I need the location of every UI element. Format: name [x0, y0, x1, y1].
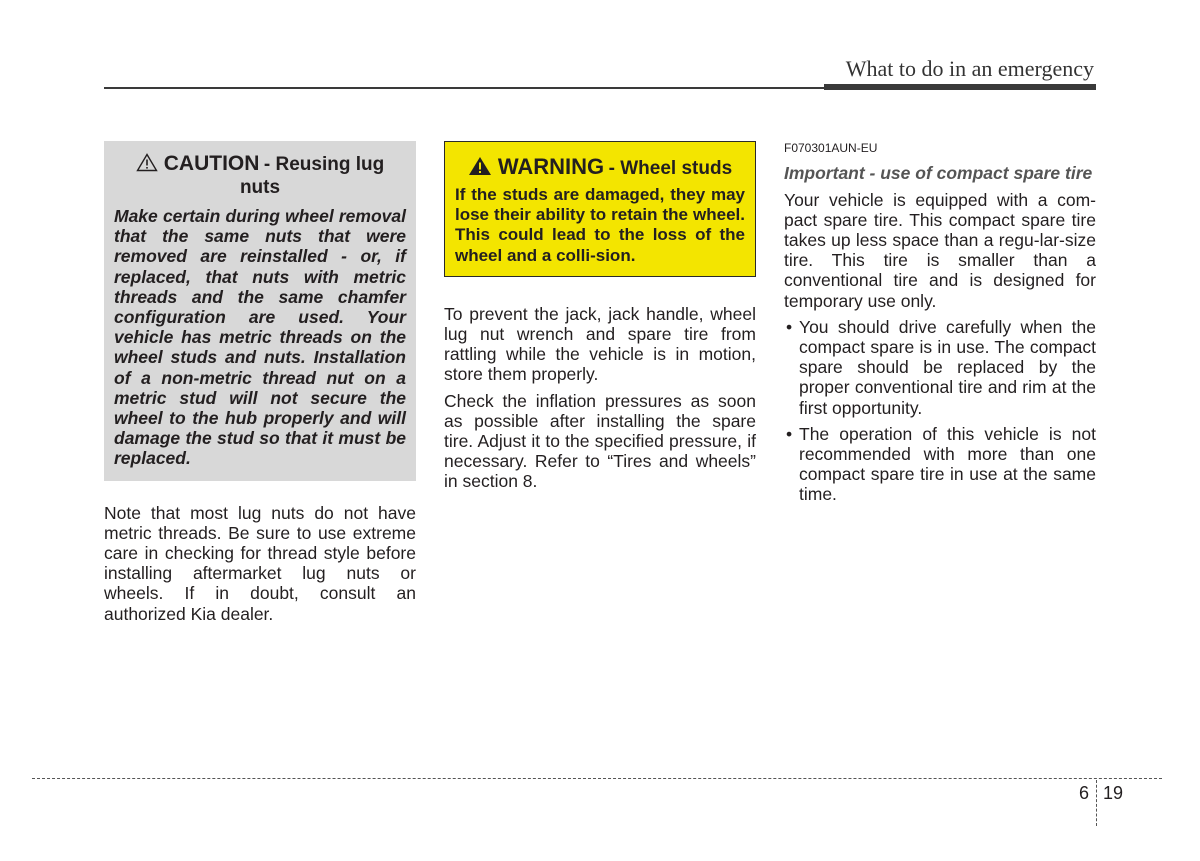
caution-heading [114, 153, 406, 200]
warning-body: If the studs are damaged, they may lose their ability to retain the wheel. This could lead to the loss of the wheel and a colli-sion. [455, 185, 745, 265]
caution-title-line1: - Reusing lug [263, 154, 385, 175]
caution-label: CAUTION [163, 152, 260, 175]
document-code: F070301AUN-EU [784, 141, 878, 155]
page-number-separator [1096, 780, 1097, 826]
compact-spare-paragraph: Your vehicle is equipped with a com-pact spare tire. This compact spare tire takes up less space than a regu-lar-size tire. This tire is smaller than a conventional tire and is designed for temporary use only. [784, 189, 1096, 311]
warning-triangle-filled-icon [468, 156, 492, 176]
warning-heading [455, 154, 745, 183]
header-rule-accent [824, 84, 1096, 90]
column-left [104, 141, 416, 630]
chapter-number: 6 [1079, 783, 1090, 803]
warning-box [444, 141, 756, 277]
warning-triangle-outline-icon [136, 153, 158, 172]
subheading: Important - use of compact spare tire [784, 163, 1093, 183]
warning-label: WARNING [497, 154, 605, 179]
lug-nut-note: Note that most lug nuts do not have metric threads. Be sure to use extreme care in checking for thread style before installing aftermarket lug nuts or wheels. If in doubt, consult an authorized Kia dealer. [104, 502, 416, 624]
list-item: • The operation of this vehicle is not recommended with more than one compact spare tire in use at the same time. [786, 423, 1096, 505]
section-title: What to do in an emergency [845, 56, 1094, 81]
page-number: 19 [1103, 783, 1124, 803]
column-right [784, 141, 1096, 511]
header-rule [104, 87, 824, 89]
caution-body: Make certain during wheel removal that the same nuts that were removed are reinstalled - or, if replaced, that nuts with metric threads and the same chamfer configuration are used. Your vehicle has metric threads on the wheel studs and nuts. Installation of a non-metric thread nut on a metric stud will not secure the wheel to the hub properly and will damage the stud so that it must be replaced. [114, 206, 406, 469]
footer-rule [32, 778, 1162, 779]
list-item: • You should drive carefully when the compact spare is in use. The compact spare should be replaced by the proper conventional tire and rim at the first opportunity. [786, 316, 1096, 418]
caution-box [104, 141, 416, 481]
inflation-paragraph: Check the inflation pressures as soon as possible after installing the spare tire. Adjust it to the specified pressure, if necessary. Refer to “Tires and wheels” in section 8. [444, 390, 756, 492]
warning-title: - Wheel studs [608, 158, 733, 179]
bullet-list [784, 317, 1096, 505]
column-middle [444, 141, 756, 498]
storage-paragraph: To prevent the jack, jack handle, wheel lug nut wrench and spare tire from rattling while the vehicle is in motion, store them properly. [444, 303, 756, 385]
caution-title-line2: nuts [239, 177, 281, 198]
